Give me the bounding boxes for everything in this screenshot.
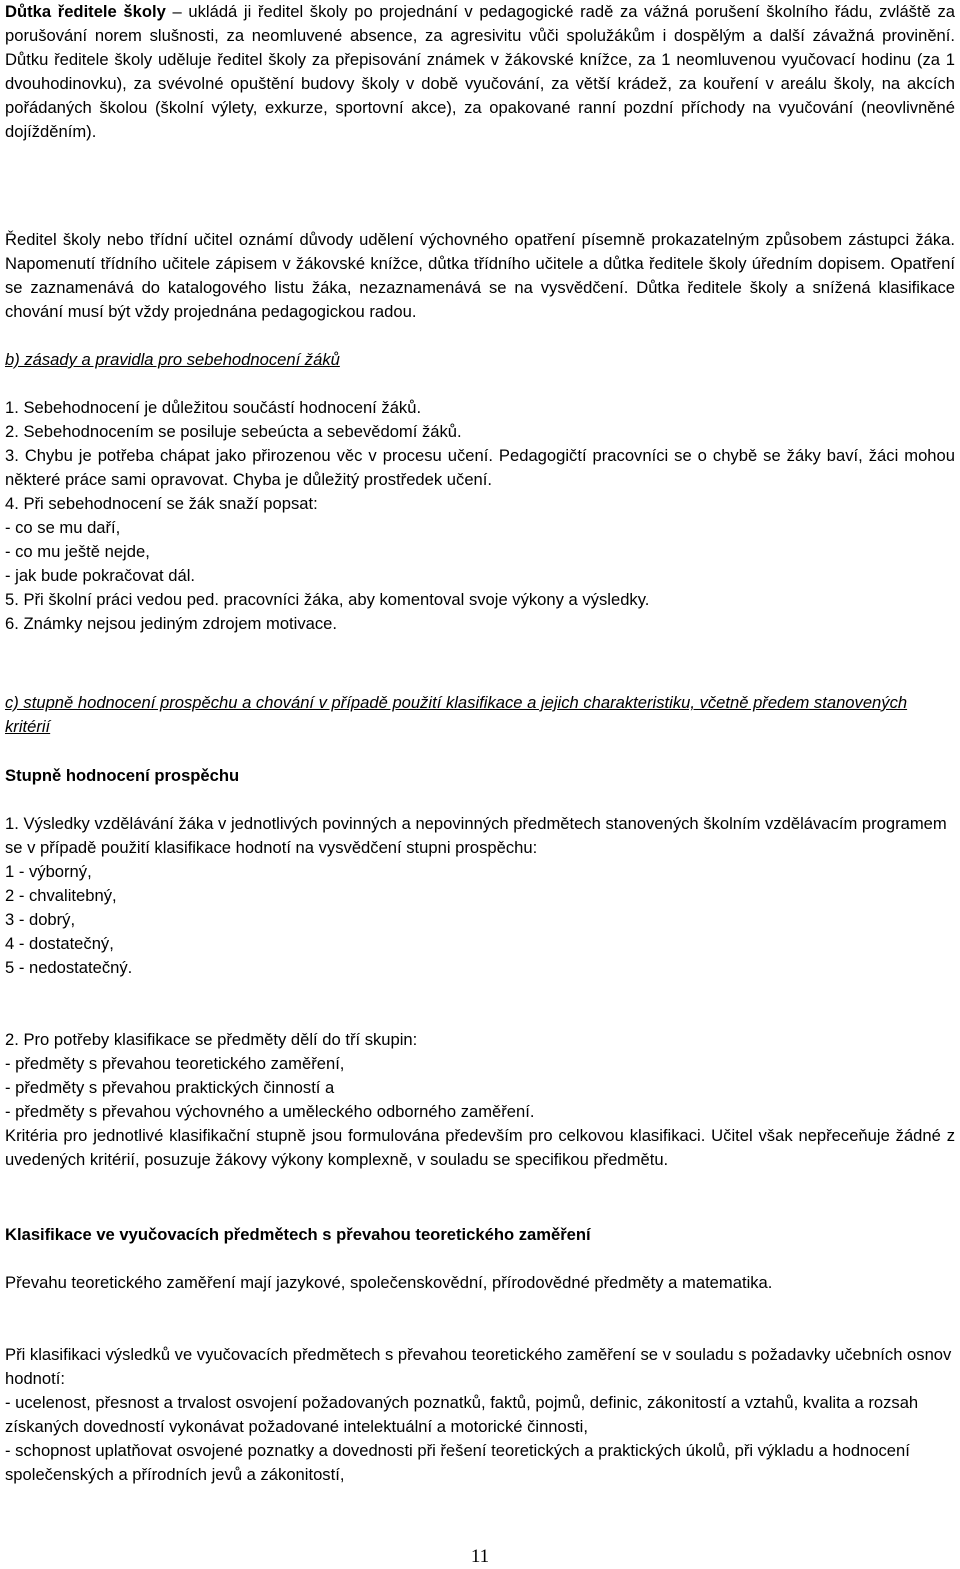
paragraph-text: Důtku ředitele školy uděluje ředitel školy za přepisování známek v žákovské knížce, za 1 neomluvenou vyučovací hodinu (za 1 dvouhodinovku), za svévolné opuštění budovy školy v době vyučování, za větší krádež, za kouření v areálu školy, na akcích pořádaných školou (školní výlety, exkurze, sportovní akce), za opakované ranní pozdní příchody na vyučování (neovlivněné dojížděním). [5, 50, 955, 141]
group-item: - předměty s převahou teoretického zaměření, [5, 1054, 345, 1073]
paragraph-oznameni: Ředitel školy nebo třídní učitel oznámí důvody udělení výchovného opatření písemně prokazatelným způsobem zástupci žáka. Napomenutí třídního učitele zápisem v žákovské knížce, důtka třídního učitele a důtka ředitele školy úředním dopisem. Opatření se zaznamenává do katalogového listu žáka, nezaznamenává se na vysvědčení. Důtka ředitele školy a snížená klasifikace chování musí být vždy projednána pedagogickou radou. [5, 230, 955, 321]
grade-item: 3 - dobrý, [5, 910, 76, 929]
paragraph-prevahu: Převahu teoretického zaměření mají jazykové, společenskovědní, přírodovědné předměty a matematika. [5, 1273, 773, 1292]
grade-item: 1 - výborný, [5, 862, 92, 881]
paragraph-skupiny [5, 1028, 955, 1172]
paragraph-text: 1. Výsledky vzdělávání žáka v jednotlivých povinných a nepovinných předmětech stanovených školním vzdělávacím programem se v případě použití klasifikace hodnotí na vysvědčení stupni prospěchu: [5, 814, 947, 857]
paragraph-text: 2. Pro potřeby klasifikace se předměty dělí do tří skupin: [5, 1030, 418, 1049]
paragraph-text: – ukládá ji ředitel školy po projednání v pedagogické radě za vážná porušení školního řádu, zvláště za porušování norem slušnosti, za neomluvené absence, za agresivitu vůči spolužákům i dospělým a další závažná provinění. [5, 2, 955, 45]
section-heading-b: b) zásady a pravidla pro sebehodnocení žáků [5, 350, 340, 369]
list-item: 3. Chybu je potřeba chápat jako přirozenou věc v procesu učení. Pedagogičtí pracovníci se o chybě se žáky baví, žáci mohou některé práce sami opravovat. Chyba je důležitý prostředek učení. [5, 446, 955, 489]
paragraph-text: Kritéria pro jednotlivé klasifikační stupně jsou formulována především pro celkovou klasifikaci. Učitel však nepřeceňuje žádné z uvedených kritérií, posuzuje žákovy výkony komplexně, v souladu se specifikou předmětu. [5, 1126, 955, 1169]
bold-lead: Důtka ředitele školy [5, 2, 166, 21]
list-item: 6. Známky nejsou jediným zdrojem motivace. [5, 614, 338, 633]
list-sebehodnoceni [5, 396, 955, 636]
list-item: - jak bude pokračovat dál. [5, 566, 196, 585]
grade-item: 2 - chvalitebný, [5, 886, 117, 905]
list-item: 5. Při školní práci vedou ped. pracovníci žáka, aby komentoval svoje výkony a výsledky. [5, 590, 650, 609]
list-item: - co mu ještě nejde, [5, 542, 150, 561]
list-item: 2. Sebehodnocením se posiluje sebeúcta a sebevědomí žáků. [5, 422, 462, 441]
paragraph-text: Při klasifikaci výsledků ve vyučovacích předmětech s převahou teoretického zaměření se v souladu s požadavky učebních osnov hodnotí: [5, 1345, 952, 1388]
group-item: - předměty s převahou výchovného a uměleckého odborného zaměření. [5, 1102, 535, 1121]
paragraph-dutka [5, 0, 955, 144]
group-item: - předměty s převahou praktických činností a [5, 1078, 335, 1097]
paragraph-kriteria-teorie [5, 1343, 955, 1487]
criteria-item: - schopnost uplatňovat osvojené poznatky a dovednosti při řešení teoretických a praktických úkolů, při výkladu a hodnocení společenských a přírodních jevů a zákonitostí, [5, 1441, 910, 1484]
list-item: - co se mu daří, [5, 518, 121, 537]
list-item: 1. Sebehodnocení je důležitou součástí hodnocení žáků. [5, 398, 422, 417]
paragraph-vysledky [5, 812, 955, 980]
page-number: 11 [470, 1546, 490, 1567]
document-page [5, 0, 955, 1569]
list-item: 4. Při sebehodnocení se žák snaží popsat: [5, 494, 318, 513]
grade-item: 4 - dostatečný, [5, 934, 114, 953]
criteria-item: - ucelenost, přesnost a trvalost osvojení požadovaných poznatků, faktů, pojmů, definic, zákonitostí a vztahů, kvalita a rozsah získaných dovedností vykonávat požadované intelektuální a motorické činnosti, [5, 1393, 919, 1436]
section-heading-c: c) stupně hodnocení prospěchu a chování v případě použití klasifikace a jejich charakteristiku, včetně předem stanovených kritérií [5, 693, 908, 736]
grade-item: 5 - nedostatečný. [5, 958, 133, 977]
heading-klasifikace: Klasifikace ve vyučovacích předmětech s převahou teoretického zaměření [5, 1225, 591, 1244]
heading-stupne: Stupně hodnocení prospěchu [5, 766, 240, 785]
